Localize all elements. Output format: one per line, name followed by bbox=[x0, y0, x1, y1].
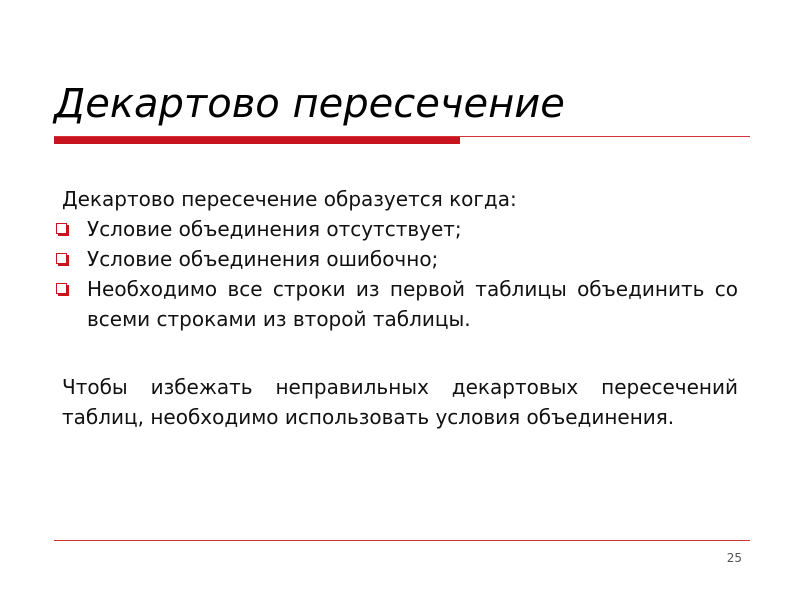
hollow-square-bullet-icon bbox=[56, 223, 67, 234]
bullet-text: Условие объединения отсутствует; bbox=[87, 217, 462, 241]
intro-text: Декартово пересечение образуется когда: bbox=[62, 187, 517, 211]
bullet-item bbox=[62, 214, 738, 244]
slide-title: Декартово пересечение bbox=[54, 81, 565, 127]
bullet-text: Необходимо все строки из первой таблицы объединить со всеми строками из второй таблицы. bbox=[87, 277, 738, 331]
bullet-list bbox=[62, 214, 738, 334]
bullet-text: Условие объединения ошибочно; bbox=[87, 247, 439, 271]
bullet-item bbox=[62, 274, 738, 334]
footer-divider bbox=[54, 540, 750, 541]
slide-body bbox=[62, 184, 738, 432]
note-text: Чтобы избежать неправильных декартовых пересечений таблиц, необходимо использовать условия объединения. bbox=[62, 375, 738, 429]
hollow-square-bullet-icon bbox=[56, 253, 67, 264]
hollow-square-bullet-icon bbox=[56, 283, 67, 294]
page-number: 25 bbox=[726, 551, 742, 565]
bullet-item bbox=[62, 244, 738, 274]
title-divider-thick bbox=[54, 137, 460, 144]
